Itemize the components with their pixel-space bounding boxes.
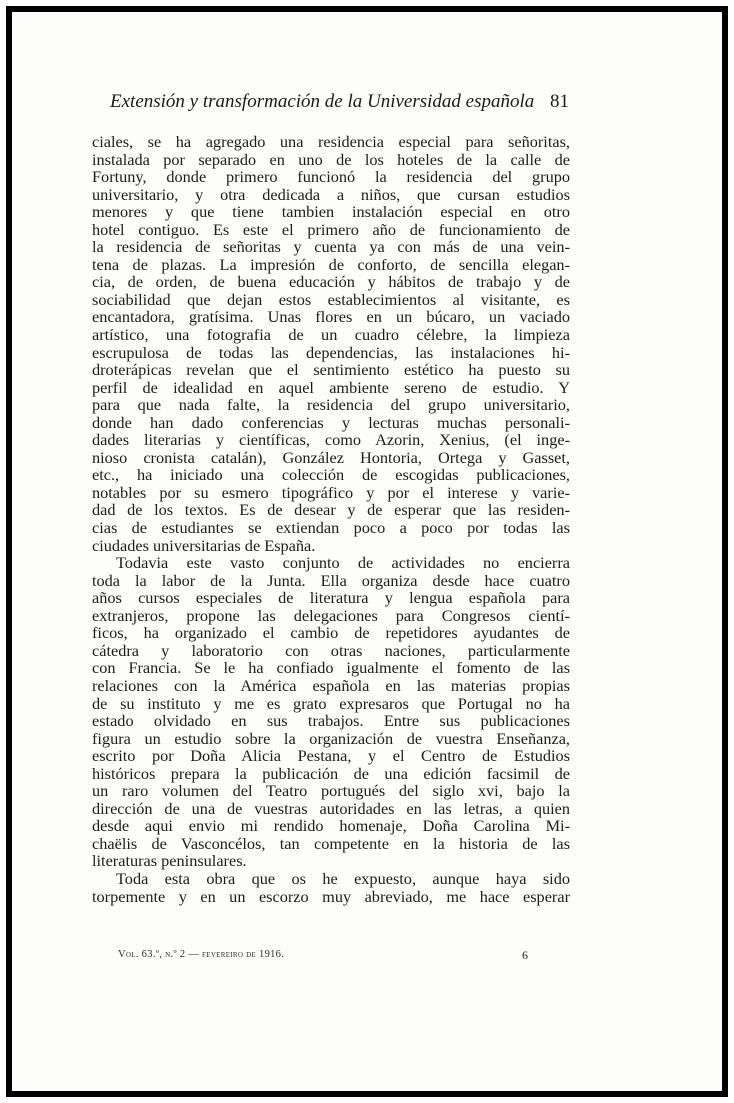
text-line: cátedra y laboratorio con otras naciones, particularmente	[92, 640, 570, 660]
text-line: etc., ha iniciado una colección de escogidas publicaciones,	[92, 465, 570, 485]
text-line: instalada por separado en uno de los hoteles de la calle de	[92, 149, 570, 169]
text-line: años cursos especiales de literatura y lengua española para	[92, 588, 570, 608]
text-line: nioso cronista catalán), González Hontoria, Ortega y Gasset,	[92, 447, 570, 467]
text-line: ciales, se ha agregado una residencia especial para señoritas,	[92, 132, 570, 151]
text-line: torpemente y en un escorzo muy abreviado, me hace esperar	[92, 886, 570, 906]
text-line: toda la labor de la Junta. Ella organiza desde hace cuatro	[92, 570, 570, 590]
paragraph-end-line: literaturas peninsulares.	[92, 851, 247, 871]
text-line: dades literarias y científicas, como Azorin, Xenius, (el inge-	[92, 430, 570, 450]
text-line: sociabilidad que dejan estos establecimientos al visitante, es	[92, 289, 570, 309]
text-line: hotel contiguo. Es este el primero año de funcionamiento de	[92, 219, 570, 239]
text-line: universitario, y otra dedicada a niños, que cursan estudios	[92, 184, 570, 204]
text-line: estado olvidado en sus trabajos. Entre sus publicaciones	[92, 711, 570, 731]
text-line: relaciones con la América española en las materias propias	[92, 675, 570, 695]
text-line: la residencia de señoritas y cuenta ya con más de una vein-	[92, 237, 570, 257]
text-line: artístico, una fotografia de un cuadro célebre, la limpieza	[92, 325, 570, 345]
text-line: dirección de una de vuestras autoridades en las letras, a quien	[92, 798, 570, 818]
text-line: extranjeros, propone las delegaciones para Congresos cientí-	[92, 605, 570, 625]
text-line: figura un estudio sobre la organización de vuestra Enseñanza,	[92, 728, 570, 748]
text-line: escrito por Doña Alicia Pestana, y el Centro de Estudios	[92, 746, 570, 766]
text-line: históricos prepara la publicación de una edición facsimil de	[92, 763, 570, 783]
text-line: un raro volumen del Teatro portugués del siglo xvi, bajo la	[92, 781, 570, 801]
text-line: perfil de idealidad en aquel ambiente sereno de estudio. Y	[92, 377, 570, 397]
text-line: notables por su esmero tipográfico y por el interese y varie-	[92, 482, 570, 502]
paragraph-start-line: Todavia este vasto conjunto de actividades no encierra	[116, 553, 570, 573]
body-text	[92, 133, 570, 905]
text-line: cias de estudiantes se extiendan poco a poco por todas las	[92, 518, 570, 538]
paragraph-end-line: ciudades universitarias de España.	[92, 535, 316, 555]
text-line: cia, de orden, de buena educación y hábitos de trabajo y de	[92, 272, 570, 292]
text-line: tena de plazas. La impresión de conforto, de sencilla elegan-	[92, 254, 570, 274]
text-line: encantadora, gratísima. Unas flores en un búcaro, un vaciado	[92, 307, 570, 327]
text-line: droterápicas revelan que el sentimiento estético ha puesto su	[92, 360, 570, 380]
text-line: de su instituto y me es grato expresaros que Portugal no ha	[92, 693, 570, 713]
text-line: desde aqui envio mi rendido homenaje, Doña Carolina Mi-	[92, 816, 570, 836]
text-line: chaëlis de Vasconcélos, tan competente en la historia de las	[92, 833, 570, 853]
running-title: Extensión y transformación de la Universidad española	[110, 91, 535, 112]
text-line: donde han dado conferencias y lecturas muchas personali-	[92, 412, 570, 432]
paragraph-start-line: Toda esta obra que os he expuesto, aunque haya sido	[116, 868, 570, 888]
text-line: menores y que tiene tambien instalación especial en otro	[92, 202, 570, 222]
page-number: 81	[550, 91, 569, 112]
volume-footer: Vol. 63.º, n.º 2 — fevereiro de 1916.	[118, 949, 285, 960]
text-line: ficos, ha organizado el cambio de repetidores ayudantes de	[92, 623, 570, 643]
text-line: con Francia. Se le ha confiado igualmente el fomento de las	[92, 658, 570, 678]
text-line: para que nada falte, la residencia del grupo universitario,	[92, 395, 570, 415]
text-line: Fortuny, donde primero funcionó la residencia del grupo	[92, 167, 570, 187]
text-line: dad de los textos. Es de desear y de esperar que las residen-	[92, 500, 570, 520]
signature-mark: 6	[522, 948, 528, 962]
text-line: escrupulosa de todas las dependencias, las instalaciones hi-	[92, 342, 570, 362]
